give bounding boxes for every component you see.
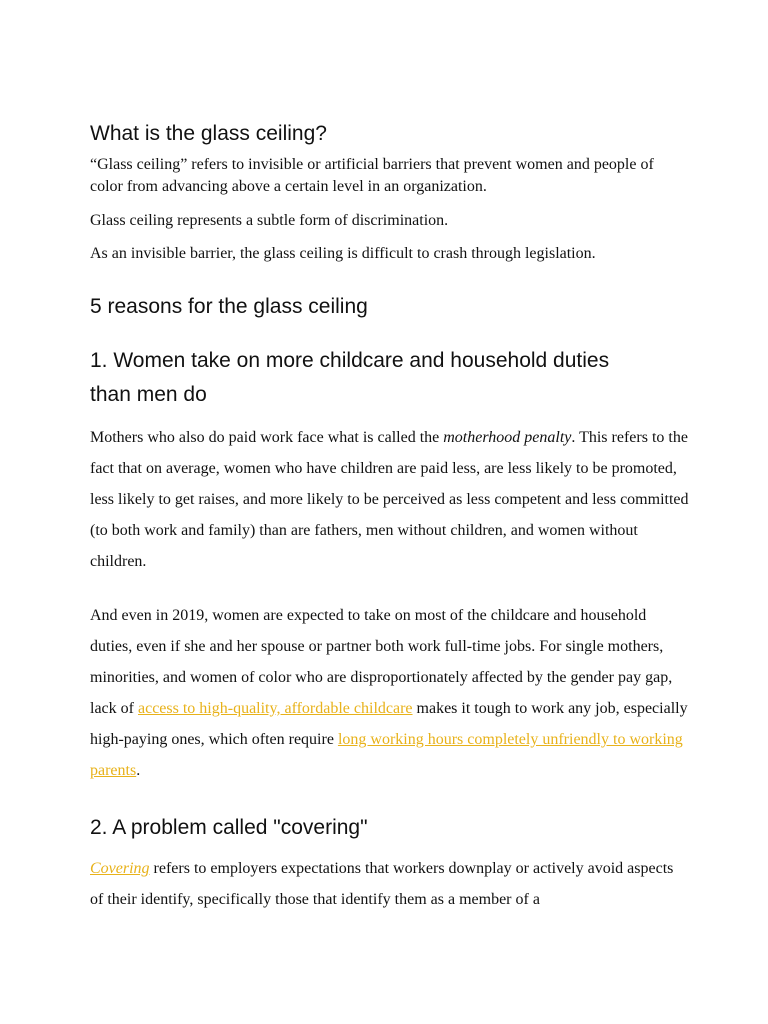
heading-reason-1: 1. Women take on more childcare and household duties than men do bbox=[90, 349, 610, 406]
heading-five-reasons: 5 reasons for the glass ceiling bbox=[90, 295, 368, 318]
long-working-hours-link[interactable]: long working hours completely unfriendly to working parents bbox=[90, 731, 683, 779]
reason2-p1-text-after: refers to employers expectations that workers downplay or actively avoid aspects of their identify, specifically those that identify them as a member of a bbox=[90, 860, 674, 908]
reason1-paragraph-1 bbox=[90, 422, 690, 577]
reason1-p2-text-middle: makes it tough to work any job, especially high-paying ones, which often require bbox=[90, 700, 688, 748]
motherhood-penalty-emphasis: motherhood penalty bbox=[443, 429, 572, 446]
heading-reason-2: 2. A problem called "covering" bbox=[90, 816, 368, 839]
reason1-p2-text-before: And even in 2019, women are expected to take on most of the childcare and household duties, even if she and her spouse or partner both work full-time jobs. For single mothers, minorities, and women of color who are disproportionately affected by the gender pay gap, lack of bbox=[90, 607, 673, 717]
intro-paragraph-1: “Glass ceiling” refers to invisible or artificial barriers that prevent women and people of color from advancing above a certain level in an organization. bbox=[90, 156, 654, 195]
heading-what-is-glass-ceiling: What is the glass ceiling? bbox=[90, 122, 327, 145]
reason1-paragraph-2 bbox=[90, 600, 690, 786]
childcare-access-link[interactable]: access to high-quality, affordable childcare bbox=[137, 700, 413, 717]
reason1-p1-text-after: . This refers to the fact that on average, women who have children are paid less, are less likely to be promoted, less likely to get raises, and more likely to be perceived as less competent and less committed (to both work and family) than are fathers, men without children, and women without children. bbox=[90, 429, 689, 570]
reason1-p1-text-before: Mothers who also do paid work face what is called the bbox=[90, 429, 444, 446]
intro-paragraph-3: As an invisible barrier, the glass ceiling is difficult to crash through legislation. bbox=[90, 245, 596, 262]
reason2-paragraph-1 bbox=[90, 853, 690, 915]
intro-paragraph-2: Glass ceiling represents a subtle form of discrimination. bbox=[90, 212, 449, 229]
covering-link[interactable]: Covering bbox=[90, 860, 150, 877]
reason1-p2-text-after: . bbox=[136, 762, 141, 779]
